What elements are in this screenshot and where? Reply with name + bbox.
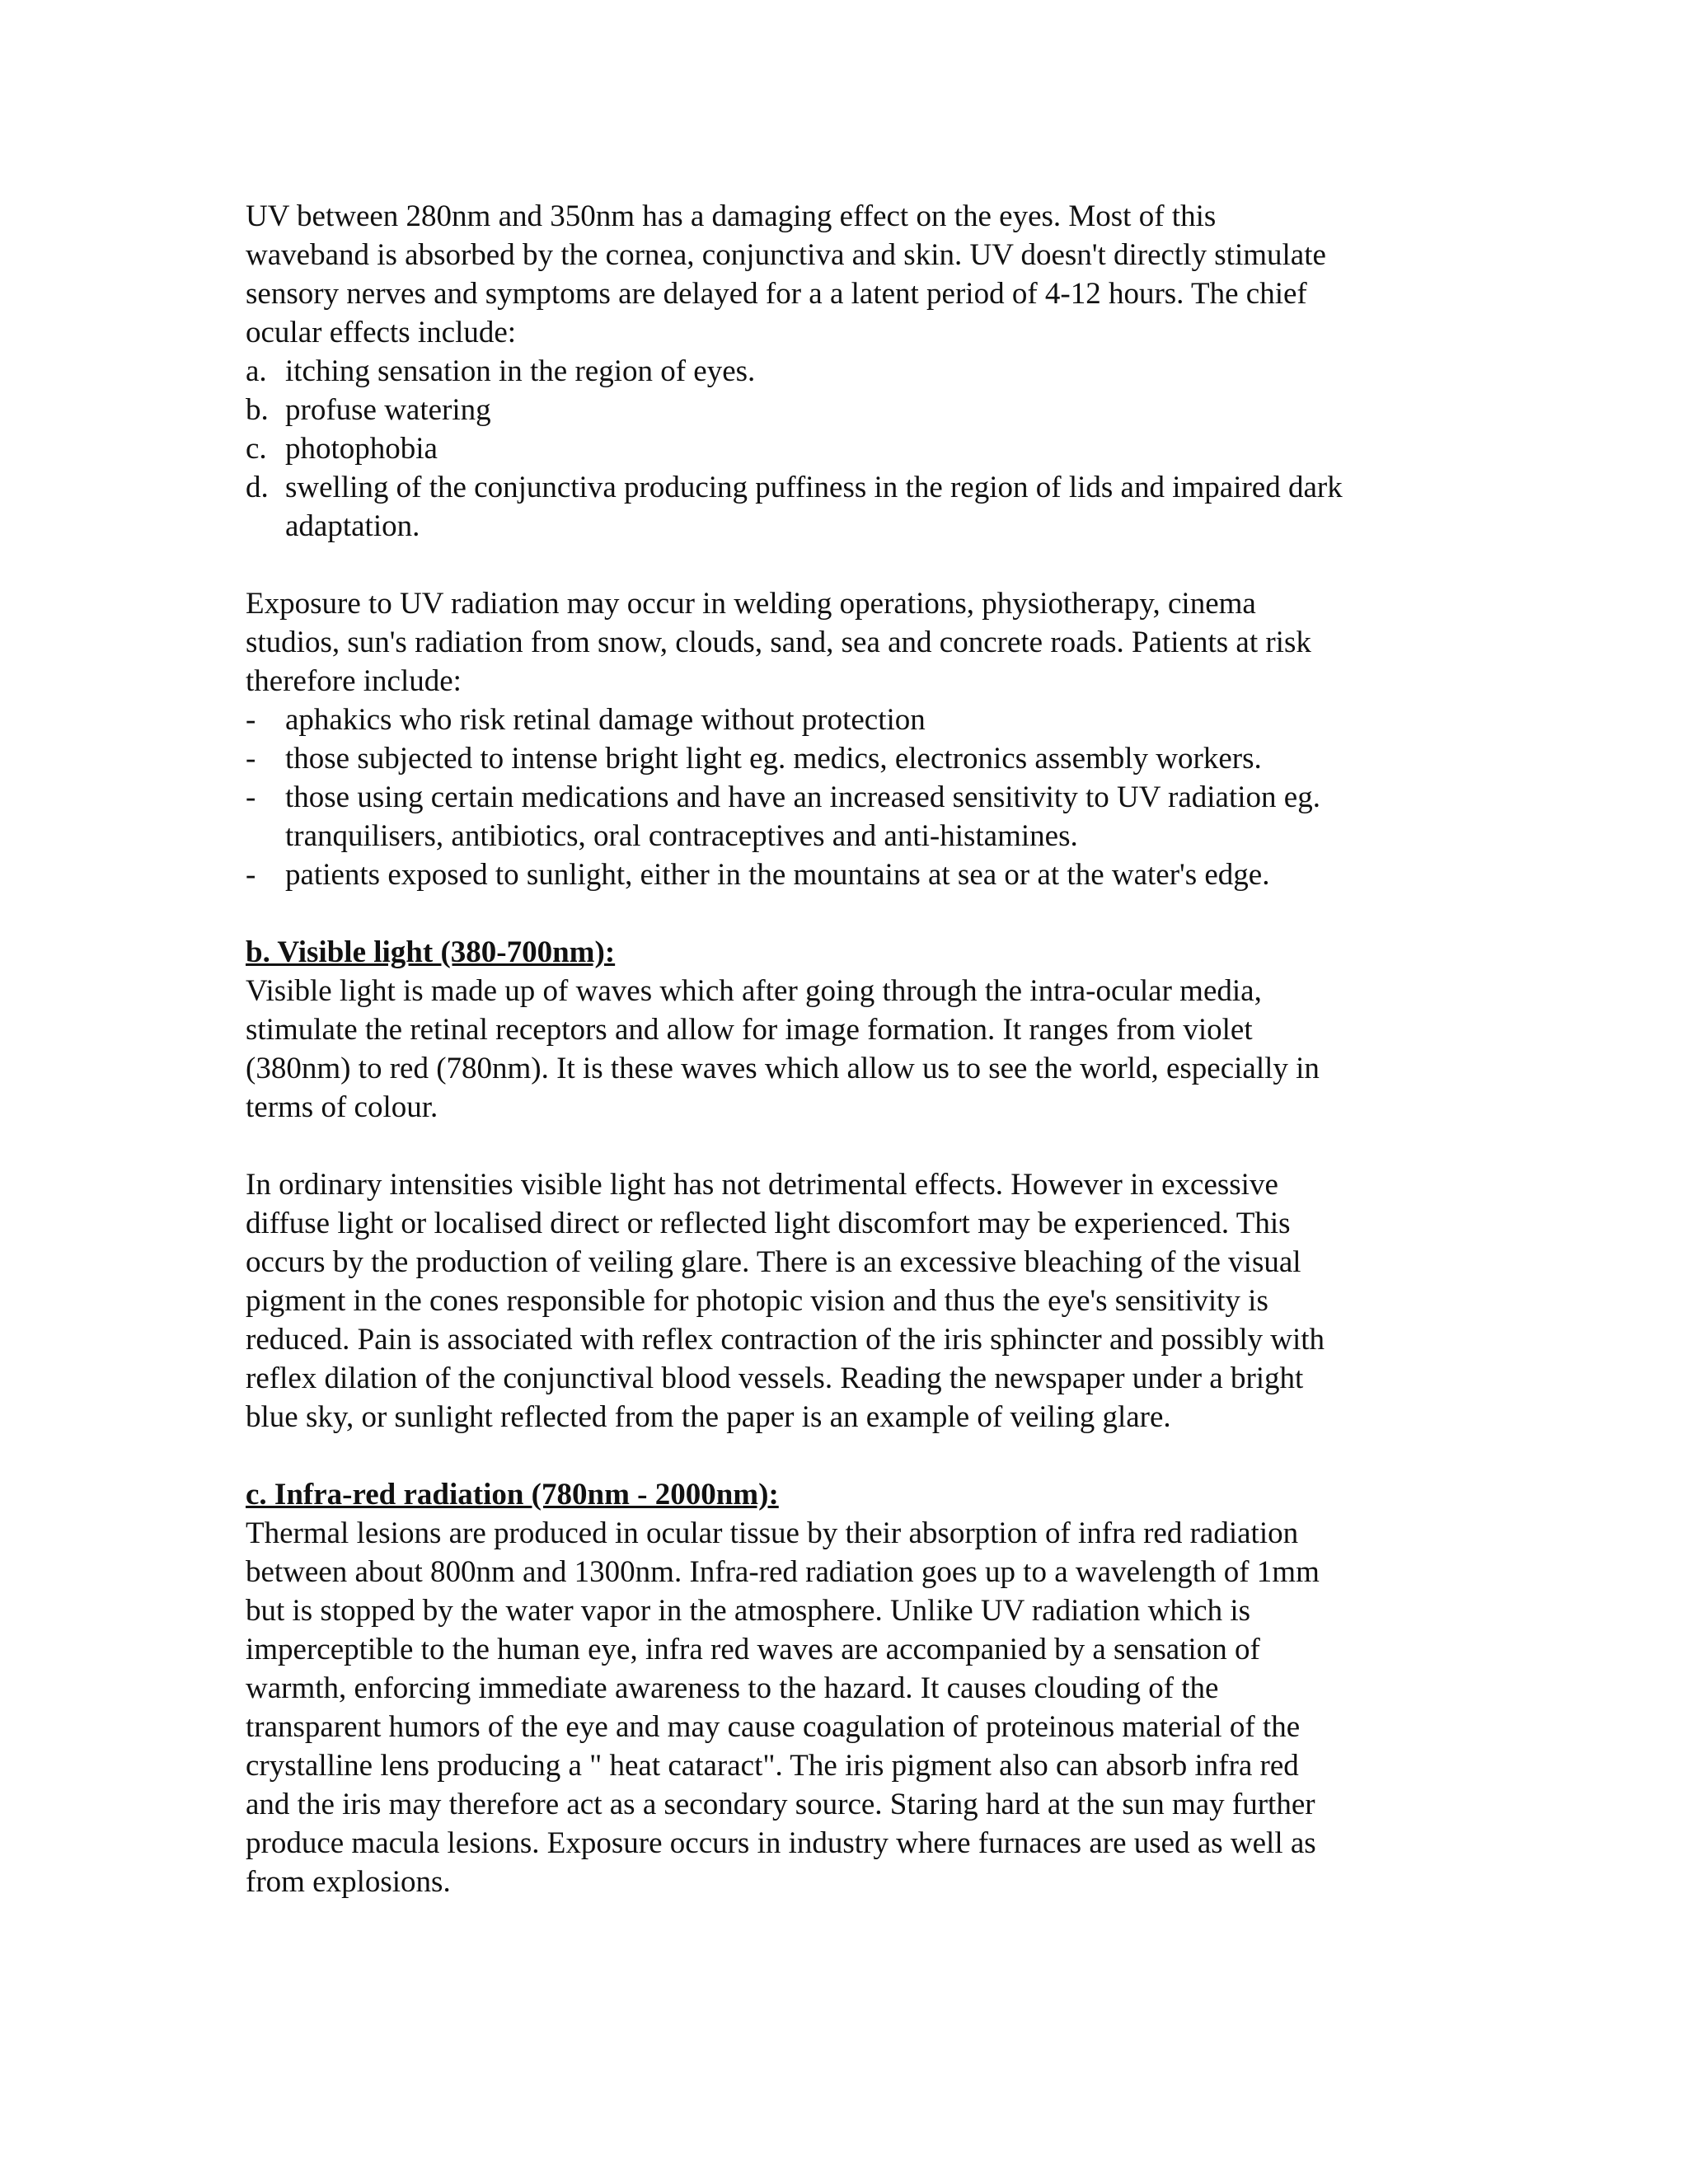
text-line: UV between 280nm and 350nm has a damaging effect on the eyes. Most of this (246, 199, 1217, 233)
text-line: transparent humors of the eye and may cause coagulation of proteinous material of the (246, 1710, 1301, 1744)
text-line: pigment in the cones responsible for photopic vision and thus the eye's sensitivity is (246, 1284, 1268, 1318)
list-item-text: those using certain medications and have an increased sensitivity to UV radiation eg. (285, 780, 1320, 814)
text-line: Exposure to UV radiation may occur in welding operations, physiotherapy, cinema (246, 587, 1256, 621)
list-item (246, 468, 1457, 546)
list-item (246, 352, 1457, 391)
uv-intro-paragraph (246, 197, 1457, 352)
text-line: In ordinary intensities visible light has not detrimental effects. However in excessive (246, 1168, 1278, 1202)
section-heading-visible-light: b. Visible light (380-700nm): (246, 935, 616, 969)
text-line: ocular effects include: (246, 316, 517, 349)
text-line: reflex dilation of the conjunctival blood vessels. Reading the newspaper under a bright (246, 1361, 1304, 1395)
list-marker: d. (246, 471, 269, 504)
list-marker: b. (246, 393, 269, 427)
list-item-text: swelling of the conjunctiva producing puffiness in the region of lids and impaired dark (285, 471, 1343, 504)
list-marker: - (246, 780, 256, 814)
text-line: terms of colour. (246, 1090, 438, 1124)
visible-light-paragraph-2 (246, 1165, 1457, 1436)
paragraph-spacer (246, 546, 1457, 584)
uv-exposure-paragraph (246, 584, 1457, 701)
text-line: from explosions. (246, 1865, 451, 1899)
list-item (246, 778, 1457, 855)
list-marker: - (246, 742, 256, 776)
paragraph-spacer (246, 894, 1457, 933)
list-item (246, 855, 1457, 894)
text-line: (380nm) to red (780nm). It is these waves which allow us to see the world, especially in (246, 1052, 1320, 1085)
list-item-text: patients exposed to sunlight, either in the mountains at sea or at the water's edge. (285, 858, 1270, 892)
list-item (246, 739, 1457, 778)
document-body (246, 197, 1457, 1901)
list-item-text: aphakics who risk retinal damage without protection (285, 703, 926, 737)
list-item-text: tranquilisers, antibiotics, oral contraceptives and anti-histamines. (285, 819, 1078, 853)
text-line: and the iris may therefore act as a secondary source. Staring hard at the sun may further (246, 1788, 1315, 1821)
list-item-text: those subjected to intense bright light eg. medics, electronics assembly workers. (285, 742, 1262, 776)
text-line: between about 800nm and 1300nm. Infra-red radiation goes up to a wavelength of 1mm (246, 1555, 1320, 1589)
list-item-text: profuse watering (285, 393, 491, 427)
text-line: therefore include: (246, 664, 462, 698)
list-marker: - (246, 703, 256, 737)
text-line: Visible light is made up of waves which after going through the intra-ocular media, (246, 974, 1262, 1008)
list-marker: a. (246, 354, 267, 388)
text-line: occurs by the production of veiling glare. There is an excessive bleaching of the visual (246, 1245, 1301, 1279)
text-line: but is stopped by the water vapor in the atmosphere. Unlike UV radiation which is (246, 1594, 1251, 1628)
text-line: produce macula lesions. Exposure occurs in industry where furnaces are used as well as (246, 1826, 1316, 1860)
list-marker: c. (246, 432, 267, 466)
text-line: imperceptible to the human eye, infra red waves are accompanied by a sensation of (246, 1633, 1260, 1666)
text-line: waveband is absorbed by the cornea, conjunctiva and skin. UV doesn't directly stimulate (246, 238, 1326, 272)
list-item (246, 391, 1457, 429)
text-line: stimulate the retinal receptors and allow for image formation. It ranges from violet (246, 1013, 1253, 1047)
infrared-paragraph (246, 1514, 1457, 1901)
text-line: blue sky, or sunlight reflected from the paper is an example of veiling glare. (246, 1400, 1171, 1434)
text-line: warmth, enforcing immediate awareness to the hazard. It causes clouding of the (246, 1671, 1219, 1705)
visible-light-paragraph-1 (246, 972, 1457, 1127)
text-line: sensory nerves and symptoms are delayed for a a latent period of 4-12 hours. The chief (246, 277, 1307, 311)
text-line: reduced. Pain is associated with reflex contraction of the iris sphincter and possibly with (246, 1323, 1325, 1357)
ocular-effects-list (246, 352, 1457, 546)
patients-at-risk-list (246, 701, 1457, 894)
text-line: crystalline lens producing a " heat cataract". The iris pigment also can absorb infra red (246, 1749, 1299, 1783)
section-heading-infrared: c. Infra-red radiation (780nm - 2000nm): (246, 1478, 779, 1511)
list-item (246, 701, 1457, 739)
text-line: studios, sun's radiation from snow, clouds, sand, sea and concrete roads. Patients at risk (246, 626, 1311, 659)
text-line: Thermal lesions are produced in ocular tissue by their absorption of infra red radiation (246, 1516, 1299, 1550)
list-item-text: itching sensation in the region of eyes. (285, 354, 756, 388)
paragraph-spacer (246, 1127, 1457, 1165)
list-item-text: adaptation. (285, 509, 420, 543)
text-line: diffuse light or localised direct or reflected light discomfort may be experienced. This (246, 1207, 1291, 1240)
list-marker: - (246, 858, 256, 892)
list-item (246, 429, 1457, 468)
paragraph-spacer (246, 1436, 1457, 1475)
list-item-text: photophobia (285, 432, 438, 466)
